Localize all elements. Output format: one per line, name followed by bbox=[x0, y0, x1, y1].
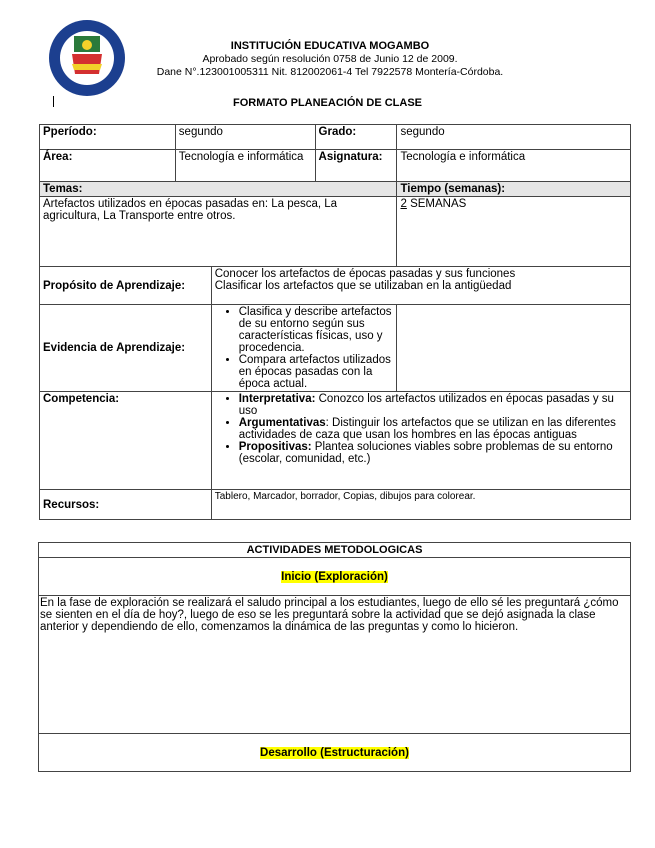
asignatura-label: Asignatura: bbox=[315, 150, 397, 182]
inicio-header bbox=[39, 558, 631, 596]
evidencia-value bbox=[211, 305, 397, 392]
inicio-label: Inicio (Exploración) bbox=[281, 570, 388, 583]
competencia-item: • Interpretativa: Conozco los artefactos utilizados en épocas pasadas y su uso bbox=[239, 393, 627, 417]
resolution-line: Aprobado según resolución 0758 de Junio 12 de 2009. bbox=[202, 53, 458, 65]
recursos-label: Recursos: bbox=[40, 490, 212, 520]
grado-label: Grado: bbox=[315, 125, 397, 150]
temas-value: Artefactos utilizados en épocas pasadas en: La pesca, La agricultura, La Transporte entre otros. bbox=[40, 197, 397, 267]
tiempo-value bbox=[397, 197, 631, 267]
periodo-value: segundo bbox=[175, 125, 315, 150]
institution-name: INSTITUCIÓN EDUCATIVA MOGAMBO bbox=[230, 40, 430, 52]
competencia-item: • Argumentativas: Distinguir los artefactos que se utilizan en las diferentes actividades de caza que usan los hombres en las épocas antiguas bbox=[239, 417, 627, 441]
tiempo-label: Tiempo (semanas): bbox=[397, 182, 631, 197]
temas-label: Temas: bbox=[40, 182, 397, 197]
dane-line: Dane N°.123001005311 Nit. 812002061-4 Tel 7922578 Montería-Córdoba. bbox=[156, 66, 504, 78]
evidencia-label: Evidencia de Aprendizaje: bbox=[40, 305, 212, 392]
asignatura-value: Tecnología e informática bbox=[397, 150, 631, 182]
format-title: FORMATO PLANEACIÓN DE CLASE bbox=[232, 97, 423, 109]
desarrollo-label: Desarrollo (Estructuración) bbox=[260, 746, 409, 759]
proposito-value bbox=[211, 267, 630, 305]
plan-table bbox=[39, 124, 631, 520]
periodo-label: Pperíodo: bbox=[40, 125, 176, 150]
proposito-line: Clasificar los artefactos que se utilizaban en la antigüedad bbox=[214, 280, 512, 292]
area-label: Área: bbox=[40, 150, 176, 182]
grado-value: segundo bbox=[397, 125, 631, 150]
tiempo-number: 2 bbox=[400, 198, 407, 210]
activities-title: ACTIVIDADES METODOLOGICAS bbox=[39, 543, 631, 558]
proposito-line: Conocer los artefactos de épocas pasadas y sus funciones bbox=[214, 268, 516, 280]
competencia-label: Competencia: bbox=[40, 392, 212, 490]
competencia-item: • Propositivas: Plantea soluciones viables sobre problemas de su entorno (escolar, comunidad, etc.) bbox=[239, 441, 627, 465]
school-logo bbox=[47, 18, 127, 98]
area-value: Tecnología e informática bbox=[175, 150, 315, 182]
inicio-text: En la fase de exploración se realizará el saludo principal a los estudiantes, luego de ello sé les preguntará ¿cómo se sienten en el día de hoy?, luego de eso se les preguntará sobre la actividad que se dejó asignada la clase anterior y dependiendo de ello, comenzamos la dinámica de las preguntas y como lo hicieron. bbox=[39, 596, 631, 734]
recursos-value: Tablero, Marcador, borrador, Copias, dibujos para colorear. bbox=[211, 490, 630, 520]
proposito-label: Propósito de Aprendizaje: bbox=[40, 267, 212, 305]
activities-table bbox=[38, 542, 631, 772]
competencia-value bbox=[211, 392, 630, 490]
tiempo-unit: SEMANAS bbox=[406, 198, 467, 210]
evidencia-item: • Compara artefactos utilizados en épocas pasadas con la época actual. bbox=[239, 354, 394, 390]
desarrollo-header bbox=[39, 734, 631, 772]
evidencia-item: • Clasifica y describe artefactos de su entorno según sus características físicas, uso y procedencia. bbox=[239, 306, 394, 354]
